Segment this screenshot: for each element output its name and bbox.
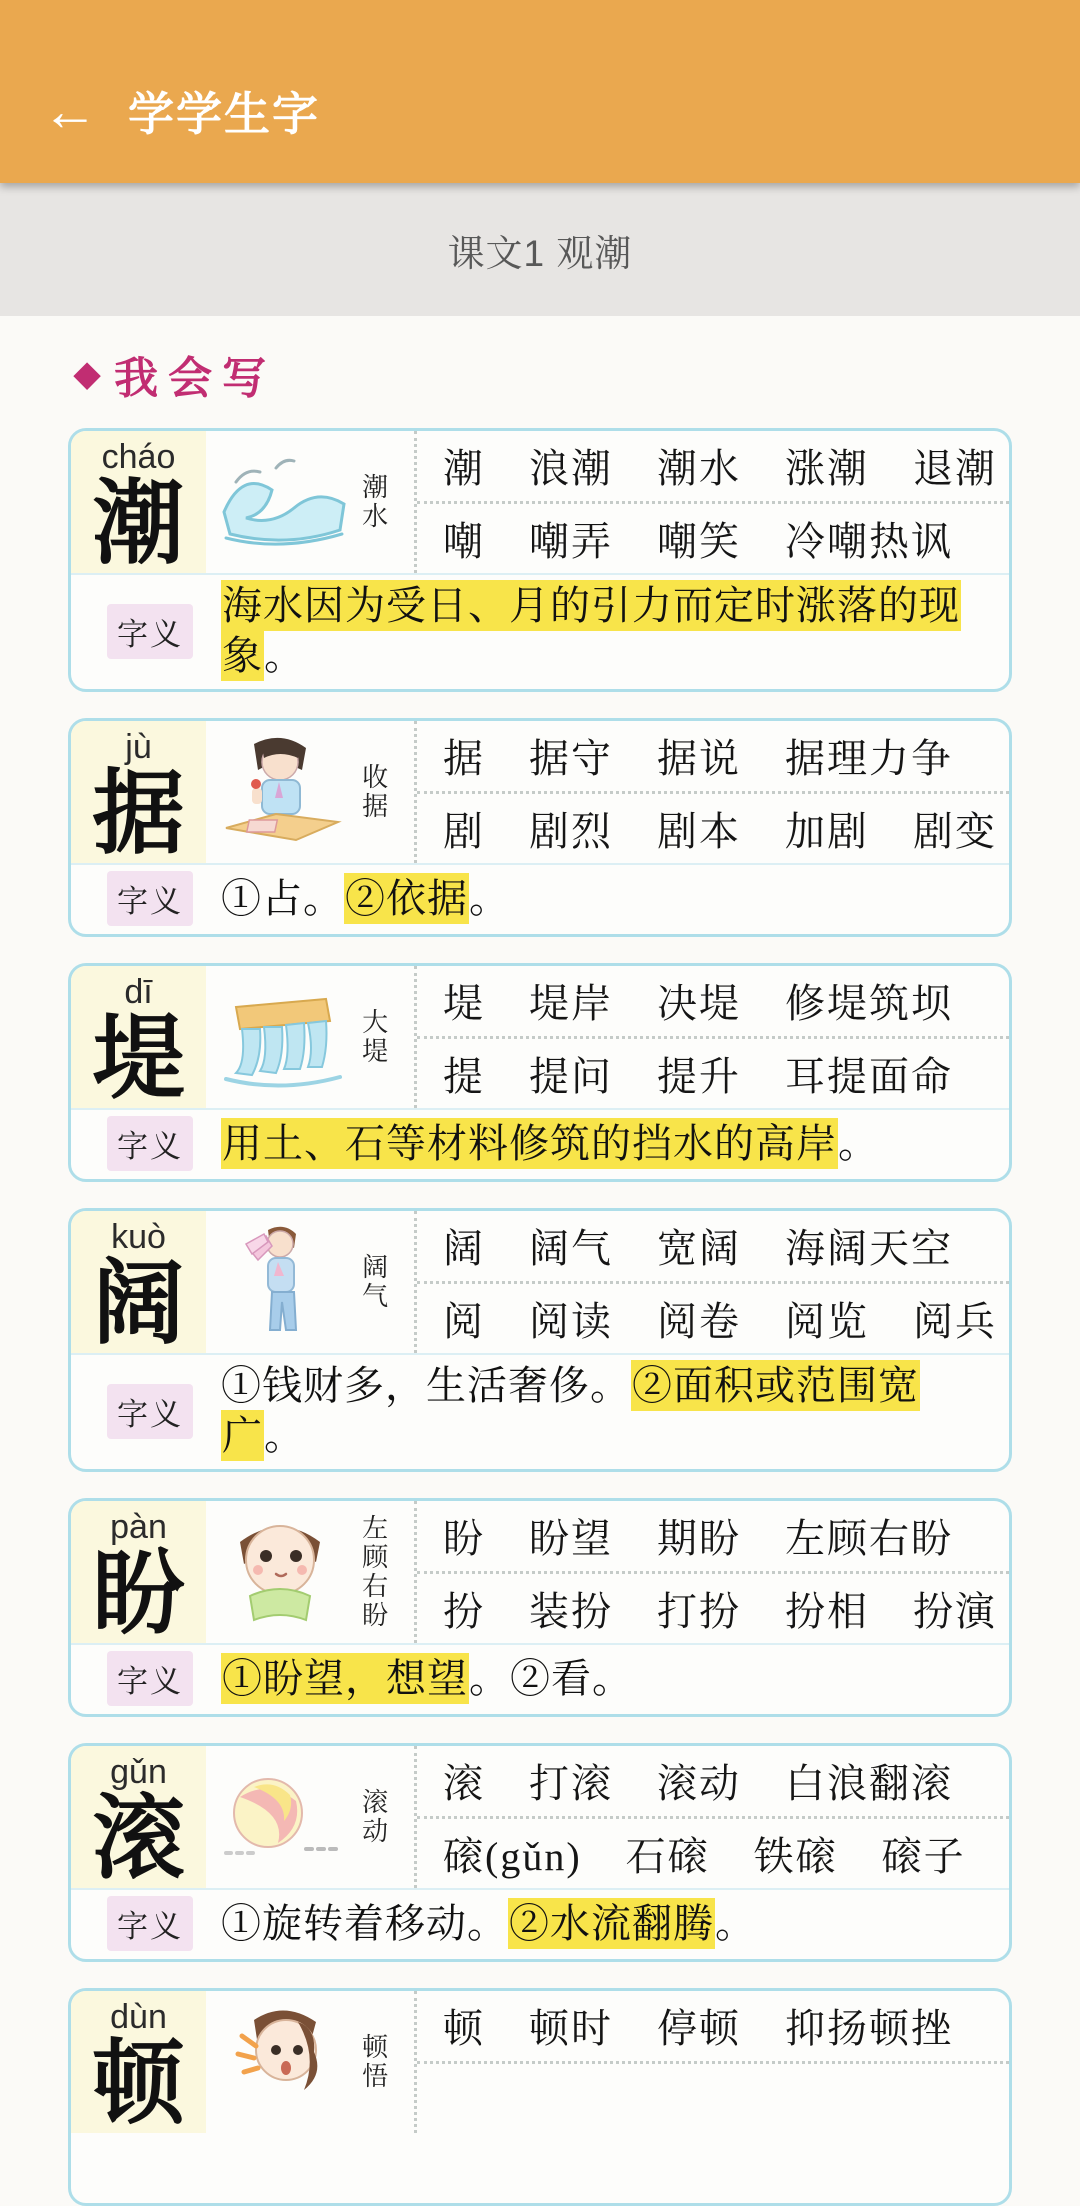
character-cards-list <box>68 428 1012 2206</box>
illustration-caption: 大堤 <box>358 1008 388 1066</box>
back-arrow-icon: ← <box>42 78 98 142</box>
word-row-2 <box>417 1574 1009 1644</box>
app-title: 学学生字 <box>128 87 320 140</box>
example-word: 浪潮 <box>529 446 613 492</box>
character-column <box>71 1211 206 1356</box>
pinyin: gǔn <box>110 1753 167 1791</box>
example-word: 磙子 <box>881 1833 966 1879</box>
character-column <box>71 721 206 866</box>
character-column <box>71 966 206 1111</box>
meaning-segment: 。 <box>469 1655 510 1701</box>
example-word: 扮 <box>443 1588 485 1634</box>
character-column <box>71 1746 206 1891</box>
meaning-segment: 海水因为受日、月的引力而定时涨落的现象 <box>221 580 961 681</box>
meaning-segment: 。 <box>715 1900 756 1946</box>
example-word: 冷嘲热讽 <box>785 518 953 564</box>
meaning-segment: ②水流翻腾 <box>508 1898 715 1949</box>
meaning-label: 字义 <box>107 1116 193 1171</box>
meaning-row <box>71 1353 1009 1469</box>
example-word: 顿时 <box>529 2006 613 2052</box>
example-word: 抑扬顿挫 <box>785 2006 953 2052</box>
main-character: 堤 <box>92 1008 185 1111</box>
example-word: 退潮 <box>913 446 997 492</box>
meaning-segment: 。 <box>469 875 510 921</box>
rolling-ball-illustration <box>206 1752 356 1882</box>
meaning-segment: ①盼望，想望 <box>221 1653 469 1704</box>
card-top <box>71 1211 1009 1356</box>
card-top <box>71 1991 1009 2136</box>
example-word: 剧变 <box>913 808 997 854</box>
example-word: 潮水 <box>657 446 741 492</box>
meaning-text <box>221 1119 879 1169</box>
word-row-1 <box>417 431 1009 504</box>
words-zone <box>414 1746 1009 1888</box>
meaning-label: 字义 <box>107 1384 193 1439</box>
illustration-zone <box>206 431 414 573</box>
looking-boy-illustration <box>206 1507 356 1637</box>
pinyin: pàn <box>110 1508 167 1546</box>
ocean-wave-illustration <box>206 437 356 567</box>
illustration-caption: 潮水 <box>358 473 388 531</box>
main-character: 顿 <box>92 2033 185 2136</box>
example-word: 加剧 <box>785 808 869 854</box>
example-word: 盼望 <box>529 1516 613 1562</box>
main-character: 潮 <box>92 473 185 576</box>
example-word: 堤 <box>443 981 485 1027</box>
character-card <box>68 1498 1012 1717</box>
textbook-page <box>0 316 1080 2206</box>
illustration-zone <box>206 1746 414 1888</box>
word-row-1 <box>417 1991 1009 2064</box>
example-word: 海阔天空 <box>785 1226 953 1272</box>
card-top <box>71 721 1009 866</box>
illustration-caption: 左顾右盼 <box>358 1514 388 1630</box>
pinyin: cháo <box>101 438 176 476</box>
example-word: 嘲弄 <box>529 518 613 564</box>
example-word: 据说 <box>657 736 741 782</box>
word-row-2 <box>417 794 1009 864</box>
meaning-text <box>221 874 510 924</box>
illustration-zone <box>206 966 414 1108</box>
example-word: 阅卷 <box>657 1298 741 1344</box>
word-row-1 <box>417 1211 1009 1284</box>
character-card <box>68 963 1012 1182</box>
meaning-segment: 。 <box>838 1120 879 1166</box>
word-row-1 <box>417 966 1009 1039</box>
example-word: 阅 <box>443 1298 485 1344</box>
character-card <box>68 428 1012 692</box>
illustration-caption: 收据 <box>358 763 388 821</box>
character-column <box>71 431 206 576</box>
pinyin: kuò <box>111 1218 166 1256</box>
pinyin: dùn <box>110 1998 167 2036</box>
example-word: 耳提面命 <box>785 1053 953 1099</box>
example-word: 潮 <box>443 446 485 492</box>
character-column <box>71 1991 206 2136</box>
example-word: 提问 <box>529 1053 613 1099</box>
example-word: 宽阔 <box>657 1226 741 1272</box>
example-word: 停顿 <box>657 2006 741 2052</box>
example-word: 提升 <box>657 1053 741 1099</box>
surprised-boy-illustration <box>206 1997 356 2127</box>
main-character: 盼 <box>92 1543 185 1646</box>
meaning-text <box>221 1654 633 1704</box>
words-zone <box>414 1501 1009 1643</box>
example-word: 扮演 <box>913 1588 997 1634</box>
illustration-caption: 阔气 <box>358 1253 388 1311</box>
character-card <box>68 1743 1012 1962</box>
word-row-1 <box>417 721 1009 794</box>
section-title: 我会写 <box>114 354 277 403</box>
meaning-label: 字义 <box>107 1651 193 1706</box>
meaning-segment: ①旋转着移动。 <box>221 1900 508 1946</box>
example-word: 堤岸 <box>529 981 613 1027</box>
word-row-1 <box>417 1501 1009 1574</box>
meaning-row <box>71 1108 1009 1179</box>
word-row-2 <box>417 1284 1009 1354</box>
example-word: 白浪翻滚 <box>785 1761 953 1807</box>
words-zone <box>414 431 1009 573</box>
example-word: 提 <box>443 1053 485 1099</box>
boy-receipt-illustration <box>206 727 356 857</box>
app-bar <box>0 0 1080 183</box>
words-zone <box>414 721 1009 863</box>
card-top <box>71 1746 1009 1891</box>
word-row-2 <box>417 504 1009 574</box>
words-zone <box>414 1991 1009 2133</box>
example-word: 剧 <box>443 808 485 854</box>
section-header <box>74 342 1012 406</box>
character-column <box>71 1501 206 1646</box>
illustration-caption: 滚动 <box>358 1788 388 1846</box>
example-word: 铁磙 <box>753 1833 838 1879</box>
example-word: 扮相 <box>785 1588 869 1634</box>
main-character: 据 <box>92 763 185 866</box>
character-card <box>68 718 1012 937</box>
meaning-label: 字义 <box>107 1896 193 1951</box>
example-word: 据理力争 <box>785 736 953 782</box>
meaning-label: 字义 <box>107 871 193 926</box>
example-word: 据守 <box>529 736 613 782</box>
character-card <box>68 1208 1012 1472</box>
word-row-2 <box>417 1819 1009 1889</box>
lesson-bar <box>0 183 1080 316</box>
example-word: 磙(gǔn) <box>443 1833 582 1879</box>
character-card <box>68 1988 1012 2206</box>
meaning-row <box>71 573 1009 689</box>
words-zone <box>414 966 1009 1108</box>
example-word: 阅读 <box>529 1298 613 1344</box>
example-word: 打滚 <box>529 1761 613 1807</box>
illustration-caption: 顿悟 <box>358 2033 388 2091</box>
example-word: 阔 <box>443 1226 485 1272</box>
word-row-1 <box>417 1746 1009 1819</box>
word-row-2 <box>417 2064 1009 2134</box>
example-word: 盼 <box>443 1516 485 1562</box>
meaning-segment: ②面积或范围宽广 <box>221 1360 920 1461</box>
example-word: 打扮 <box>657 1588 741 1634</box>
meaning-segment: ②看。 <box>510 1655 633 1701</box>
example-word: 嘲 <box>443 518 485 564</box>
example-word: 滚动 <box>657 1761 741 1807</box>
illustration-zone <box>206 1501 414 1643</box>
meaning-text <box>221 1361 989 1461</box>
meaning-segment: 。 <box>264 633 305 678</box>
card-top <box>71 431 1009 576</box>
example-word: 阔气 <box>529 1226 613 1272</box>
meaning-segment: ①钱财多，生活奢侈。 <box>221 1363 631 1408</box>
example-word: 滚 <box>443 1761 485 1807</box>
meaning-segment: ②依据 <box>344 873 469 924</box>
example-word: 阅览 <box>785 1298 869 1344</box>
example-word: 修堤筑坝 <box>785 981 953 1027</box>
example-word: 涨潮 <box>785 446 869 492</box>
meaning-text <box>221 1899 756 1949</box>
meaning-segment: 。 <box>264 1413 305 1458</box>
rich-man-illustration <box>206 1217 356 1347</box>
example-word: 决堤 <box>657 981 741 1027</box>
example-word: 期盼 <box>657 1516 741 1562</box>
example-word: 左顾右盼 <box>785 1516 953 1562</box>
example-word: 剧烈 <box>529 808 613 854</box>
meaning-row <box>71 1888 1009 1959</box>
dam-illustration <box>206 972 356 1102</box>
main-character: 阔 <box>92 1253 185 1356</box>
main-character: 滚 <box>92 1788 185 1891</box>
example-word: 剧本 <box>657 808 741 854</box>
example-word: 装扮 <box>529 1588 613 1634</box>
example-word: 阅兵 <box>913 1298 997 1344</box>
example-word: 嘲笑 <box>657 518 741 564</box>
example-word: 据 <box>443 736 485 782</box>
app-bar-inner <box>0 48 1080 183</box>
meaning-segment: 用土、石等材料修筑的挡水的高岸 <box>221 1118 838 1169</box>
illustration-zone <box>206 1991 414 2133</box>
illustration-zone <box>206 721 414 863</box>
pinyin: jù <box>125 728 152 766</box>
meaning-segment: ①占。 <box>221 875 344 921</box>
example-word: 顿 <box>443 2006 485 2052</box>
words-zone <box>414 1211 1009 1353</box>
card-top <box>71 1501 1009 1646</box>
meaning-row <box>71 863 1009 934</box>
pinyin: dī <box>124 973 153 1011</box>
meaning-row <box>71 1643 1009 1714</box>
diamond-bullet-icon: ◆ <box>74 355 101 393</box>
card-top <box>71 966 1009 1111</box>
word-row-2 <box>417 1039 1009 1109</box>
illustration-zone <box>206 1211 414 1353</box>
meaning-label: 字义 <box>107 604 193 659</box>
meaning-text <box>221 581 989 681</box>
lesson-title: 课文1 观潮 <box>447 232 633 274</box>
back-button[interactable] <box>30 71 110 151</box>
example-word: 石磙 <box>625 1833 710 1879</box>
